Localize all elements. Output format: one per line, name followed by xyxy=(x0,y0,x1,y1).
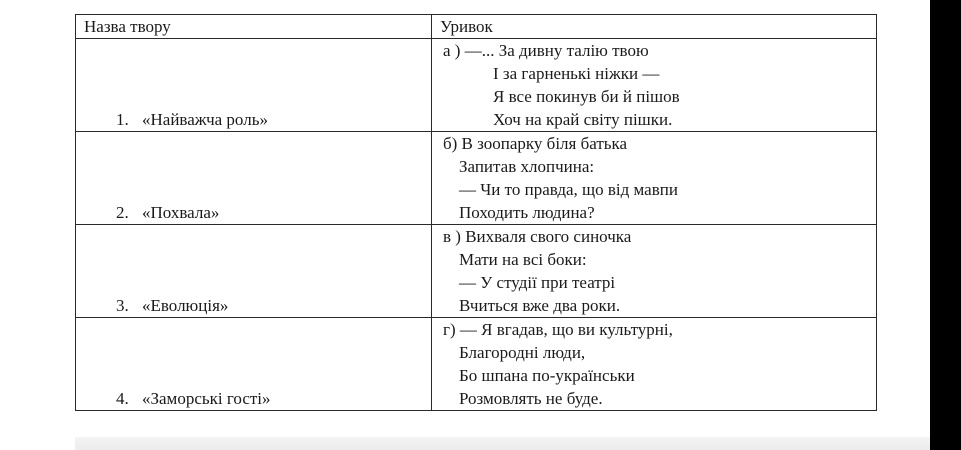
work-title-cell xyxy=(76,318,432,411)
excerpt-line: г) — Я вгадав, що ви культурні, xyxy=(443,320,673,339)
row-number: 3. xyxy=(116,296,129,315)
table-header-row xyxy=(76,15,877,39)
excerpt-cell xyxy=(432,39,877,132)
excerpt-cell xyxy=(432,318,877,411)
excerpt-line: а ) —... За дивну талію твою xyxy=(443,41,649,60)
excerpt-cell xyxy=(432,225,877,318)
header-excerpt-column: Уривок xyxy=(432,15,877,39)
row-number: 2. xyxy=(116,203,129,222)
excerpt-line: Бо шпана по-українськи xyxy=(459,366,635,385)
excerpt-line: Запитав хлопчина: xyxy=(459,157,595,176)
excerpt-line: Благородні люди, xyxy=(459,343,586,362)
excerpt-line: Вчиться вже два роки. xyxy=(459,296,621,315)
excerpt-cell xyxy=(432,132,877,225)
work-title: «Найважча роль» xyxy=(142,110,268,129)
excerpt-line: — Чи то правда, що від мавпи xyxy=(459,180,678,199)
excerpt-line: Походить людина? xyxy=(459,203,595,222)
work-title: «Заморські гості» xyxy=(142,389,271,408)
excerpt-line: б) В зоопарку біля батька xyxy=(443,134,628,153)
work-title-cell xyxy=(76,132,432,225)
row-number: 1. xyxy=(116,110,129,129)
excerpt-line: — У студії при театрі xyxy=(459,273,616,292)
table-row xyxy=(76,225,877,318)
work-title: «Еволюція» xyxy=(142,296,229,315)
works-table xyxy=(75,14,877,411)
table-row xyxy=(76,132,877,225)
row-number: 4. xyxy=(116,389,129,408)
screen-edge-bar xyxy=(930,0,961,450)
table-row xyxy=(76,318,877,411)
header-title-column: Назва твору xyxy=(76,15,432,39)
table-row xyxy=(76,39,877,132)
excerpt-line: Хоч на край світу пішки. xyxy=(493,110,673,129)
work-title-cell xyxy=(76,225,432,318)
work-title-cell xyxy=(76,39,432,132)
excerpt-line: Розмовлять не буде. xyxy=(459,389,603,408)
excerpt-line: Мати на всі боки: xyxy=(459,250,587,269)
excerpt-line: Я все покинув би й пішов xyxy=(493,87,680,106)
excerpt-line: І за гарненькі ніжки — xyxy=(493,64,660,83)
work-title: «Похвала» xyxy=(142,203,220,222)
excerpt-line: в ) Вихваля свого синочка xyxy=(443,227,632,246)
page-edge-shadow xyxy=(75,437,930,450)
